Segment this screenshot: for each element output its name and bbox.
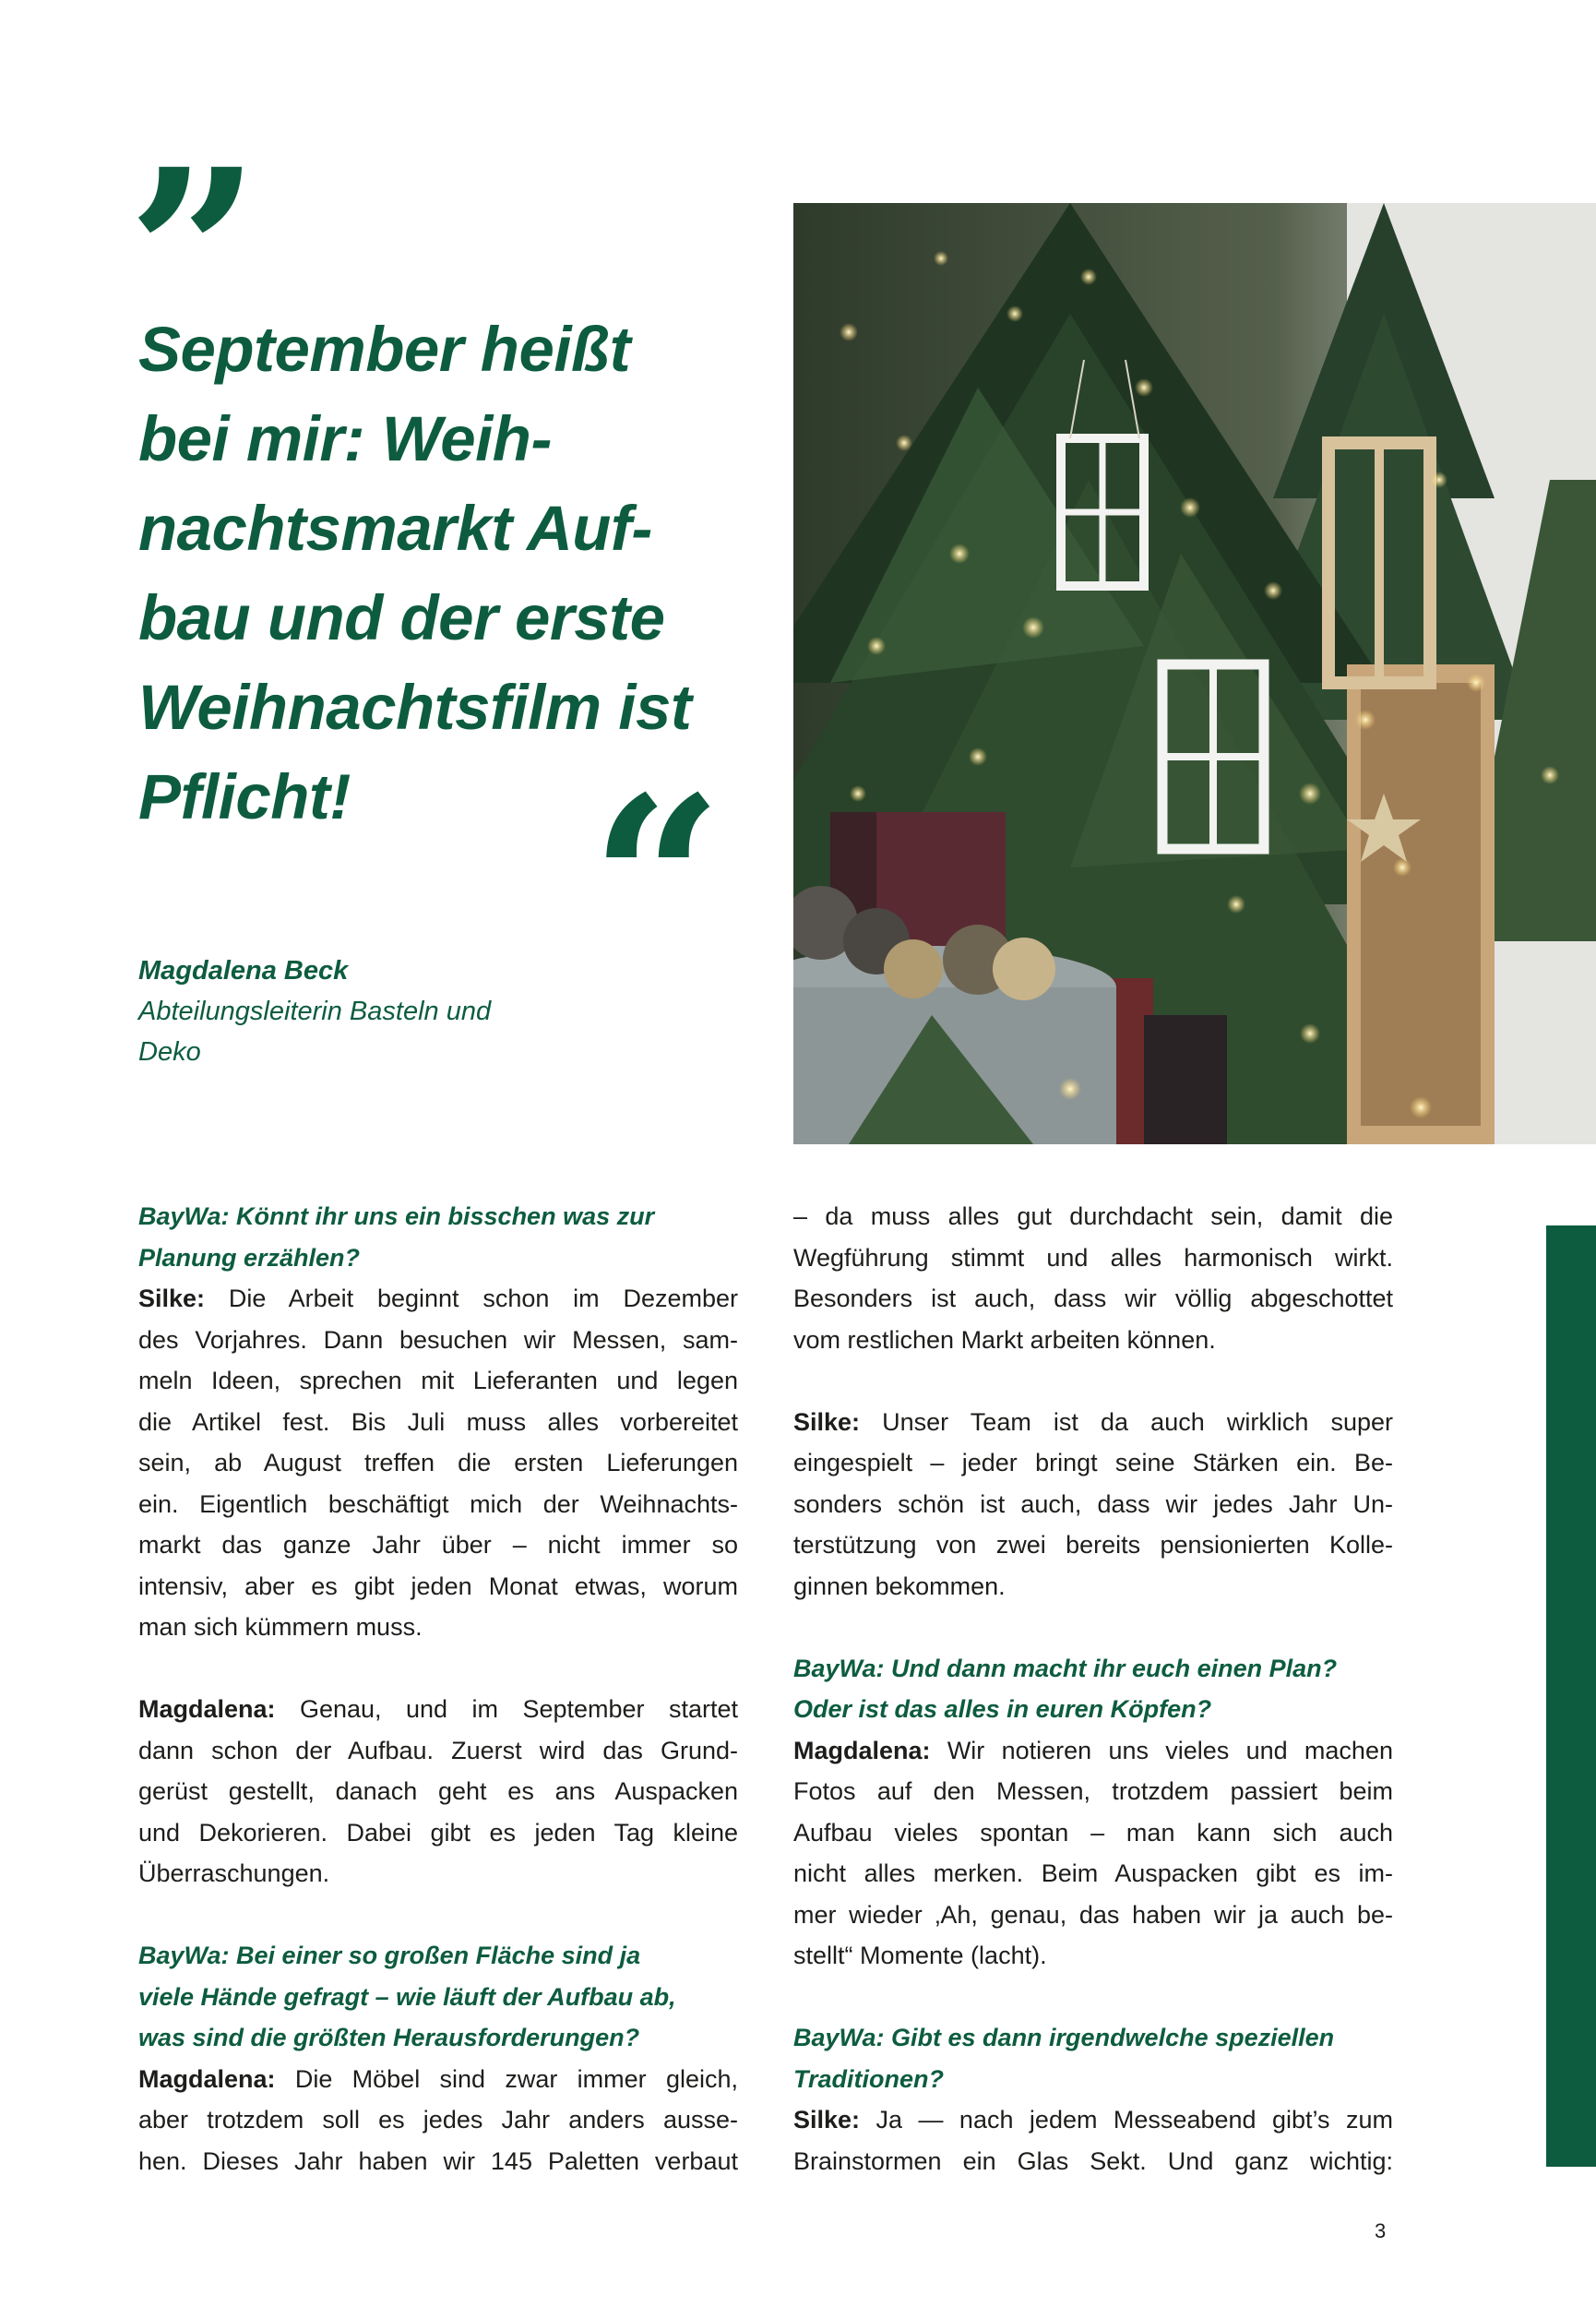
answer-line: Besonders ist auch, dass wir völlig abgeschottet: [793, 1285, 1393, 1312]
answer-line: terstützung von zwei bereits pensionierten Kolle-: [793, 1531, 1393, 1559]
author-name: Magdalena Beck: [138, 956, 349, 986]
question-line: Traditionen?: [793, 2064, 945, 2093]
answer-line: Aufbau vieles spontan – man kann sich auch: [793, 1818, 1393, 1847]
answer-line: hen. Dieses Jahr haben wir 145 Paletten verbaut: [138, 2146, 738, 2175]
interview-question: [793, 2017, 1393, 2099]
answer-line: Magdalena: Die Möbel sind zwar immer gleich,: [138, 2064, 738, 2093]
author-role-line: Deko: [138, 1037, 201, 1067]
speaker-label: Silke:: [138, 1285, 206, 1312]
answer-line: intensiv, aber es gibt jeden Monat etwas, worum: [138, 1572, 738, 1600]
answer-line: man sich kümmern muss.: [138, 1613, 423, 1641]
answer-line: dann schon der Aufbau. Zuerst wird das Grund-: [138, 1736, 738, 1764]
answer-line: nicht alles merken. Beim Auspacken gibt es im-: [793, 1859, 1393, 1887]
answer-line: Magdalena: Wir notieren uns vieles und machen: [793, 1736, 1393, 1764]
answer-line: Überraschungen.: [138, 1859, 330, 1887]
christmas-market-photo: [793, 203, 1596, 1144]
answer-line: sein, ab August treffen die ersten Lieferungen: [138, 1449, 738, 1476]
interview-question: [793, 1648, 1393, 1730]
christmas-tree-photo-icon: [793, 203, 1596, 1144]
answer-line: Wegführung stimmt und alles harmonisch wirkt.: [793, 1243, 1393, 1272]
quote-close-mark: “: [590, 746, 723, 1017]
pull-quote-line: nachtsmarkt Auf-: [138, 493, 652, 564]
speaker-label: Magdalena:: [138, 1695, 276, 1723]
answer-line: ginnen bekommen.: [793, 1572, 1006, 1600]
pull-quote-line: Pflicht!: [138, 761, 351, 832]
question-line: BayWa: Gibt es dann irgendwelche speziellen: [793, 2024, 1335, 2051]
answer-line: gerüst gestellt, danach geht es ans Auspacken: [138, 1777, 738, 1805]
answer-line: Silke: Unser Team ist da auch wirklich super: [793, 1407, 1393, 1436]
answer-line: vom restlichen Markt arbeiten können.: [793, 1325, 1216, 1354]
question-line: Planung erzählen?: [138, 1243, 361, 1272]
answer-line: und Dekorieren. Dabei gibt es jeden Tag kleine: [138, 1818, 738, 1847]
answer-line: sonders schön ist auch, dass wir jedes Jahr Un-: [793, 1489, 1393, 1518]
page-number: 3: [1375, 2219, 1387, 2242]
answer-line: markt das ganze Jahr über – nicht immer so: [138, 1531, 738, 1559]
pull-quote-line: September heißt: [138, 314, 631, 385]
answer-line: die Artikel fest. Bis Juli muss alles vorbereitet: [138, 1407, 738, 1436]
answer-line: des Vorjahres. Dann besuchen wir Messen, sam-: [138, 1325, 738, 1354]
answer-line: – da muss alles gut durchdacht sein, damit die: [793, 1202, 1393, 1230]
question-line: BayWa: Könnt ihr uns ein bisschen was zur: [138, 1202, 655, 1230]
answer-line: mer wieder ‚Ah, genau, das haben wir ja auch be-: [793, 1900, 1393, 1929]
answer-line: eingespielt – jeder bringt seine Stärken ein. Be-: [793, 1449, 1393, 1476]
question-line: viele Hände gefragt – wie läuft der Aufbau ab,: [138, 1982, 676, 2011]
interview-column-left: [138, 1196, 738, 2181]
quote-author: [138, 950, 563, 1072]
question-line: BayWa: Bei einer so großen Fläche sind ja: [138, 1942, 641, 1969]
interview-question: [138, 1196, 738, 1278]
speaker-label: Silke:: [793, 2106, 861, 2134]
pull-quote-line: bau und der erste: [138, 582, 665, 653]
speaker-label: Magdalena:: [793, 1736, 931, 1764]
answer-line: Silke: Die Arbeit beginnt schon im Dezember: [138, 1285, 738, 1312]
answer-line: Magdalena: Genau, und im September startet: [138, 1695, 738, 1723]
answer-line: aber trotzdem soll es jedes Jahr anders ausse-: [138, 2106, 738, 2134]
answer-line: Brainstormen ein Glas Sekt. Und ganz wichtig:: [793, 2146, 1393, 2175]
answer-line: stellt“ Momente (lacht).: [793, 1942, 1047, 1969]
pull-quote-line: bei mir: Weih-: [138, 403, 552, 474]
answer-line: ein. Eigentlich beschäftigt mich der Weihnachts-: [138, 1489, 738, 1518]
quote-open-mark: ”: [127, 118, 260, 389]
speaker-label: Silke:: [793, 1407, 861, 1436]
answer-line: Silke: Ja — nach jedem Messeabend gibt’s zum: [793, 2106, 1393, 2134]
question-line: was sind die größten Herausforderungen?: [138, 2024, 640, 2051]
speaker-label: Magdalena:: [138, 2064, 276, 2093]
answer-line: Fotos auf den Messen, trotzdem passiert beim: [793, 1777, 1393, 1805]
interview-question: [138, 1935, 738, 2059]
decorative-side-bar: [1546, 1225, 1596, 2167]
question-line: BayWa: Und dann macht ihr euch einen Plan?: [793, 1654, 1338, 1682]
question-line: Oder ist das alles in euren Köpfen?: [793, 1695, 1212, 1723]
pull-quote-line: Weihnachtsfilm ist: [138, 672, 692, 743]
interview-column-right: [793, 1196, 1393, 2181]
author-role-line: Abteilungsleiterin Basteln und: [138, 997, 492, 1026]
answer-line: meln Ideen, sprechen mit Lieferanten und legen: [138, 1367, 738, 1394]
